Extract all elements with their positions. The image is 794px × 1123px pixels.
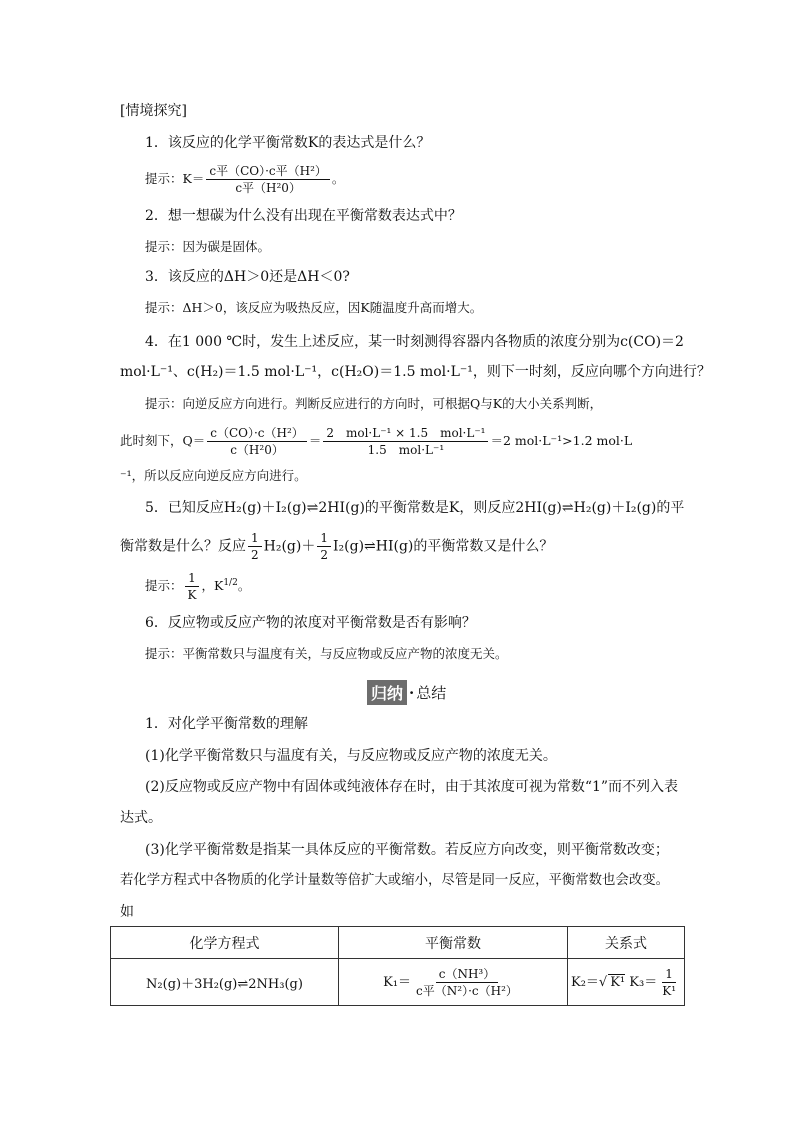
- hint-2: 提示：因为碳是固体。: [145, 239, 271, 254]
- question-3: 3．该反应的ΔH＞0还是ΔH＜0?: [145, 269, 350, 285]
- paragraph-3-line-3: 如: [120, 904, 134, 920]
- paragraph-2-line-2: 达式。: [120, 810, 162, 826]
- question-2: 2．想一想碳为什么没有出现在平衡常数表达式中？: [145, 208, 462, 224]
- hint-4-line-3: ⁻¹，所以反应向逆反应方向进行。: [120, 468, 307, 483]
- hint-1: 提示：K＝ $\frac{\text{c平（CO）·c平（H²）}}{\text{c平（H²0）}}$ 。: [145, 164, 345, 195]
- section-tag: [情境探究]: [120, 103, 187, 119]
- summary-badge: 归纳 · 总结: [367, 680, 446, 705]
- table-cell-constant: K₁＝ $\frac{\text{c（NH³）}}{\text{c平（N²）·c（H²）}}$: [339, 959, 568, 1006]
- question-1: 1．该反应的化学平衡常数K的表达式是什么？: [145, 135, 431, 151]
- paragraph-3-line-2: 若化学方程式中各物质的化学计量数等倍扩大或缩小，尽管是同一反应，平衡常数也会改变。: [120, 873, 670, 888]
- table-row: [111, 959, 685, 1006]
- section-1-heading: 1．对化学平衡常数的理解: [145, 716, 308, 732]
- question-5-line-1: 5．已知反应H₂(g)＋I₂(g)⇌2HI(g)的平衡常数是K，则反应2HI(g)⇌H₂(g)＋I₂(g)的平: [145, 500, 685, 516]
- table-header: 关系式: [568, 927, 685, 959]
- table-header: 平衡常数: [339, 927, 568, 959]
- table-header-row: [111, 927, 685, 959]
- summary-badge-box: 归纳: [367, 680, 407, 705]
- hint-4-line-2: 此时刻下，Q＝ $\frac{\text{c（CO）·c（H²）}}{\text{c（H²0）}}$ ＝ $\frac{\text{2 mol·L⁻¹ × 1.5 mol·L⁻¹}}{\text{1.5 mol·L⁻¹}}$ ＝2 mol·L⁻¹>1.2 mol·L: [120, 426, 633, 457]
- paragraph-3-line-1: (3)化学平衡常数是指某一具体反应的平衡常数。若反应方向改变，则平衡常数改变；: [145, 842, 669, 858]
- paragraph-1: (1)化学平衡常数只与温度有关，与反应物或反应产物的浓度无关。: [145, 748, 557, 764]
- table-cell-equation: N₂(g)＋3H₂(g)⇌2NH₃(g): [111, 959, 339, 1006]
- hint-6: 提示：平衡常数只与温度有关，与反应物或反应产物的浓度无关。: [145, 646, 508, 661]
- paragraph-2-line-1: (2)反应物或反应产物中有固体或纯液体存在时，由于其浓度可视为常数“1”而不列入表: [145, 779, 679, 795]
- hint-5: 提示： $\frac{1}{K}$ ，$K^{1/2}$。: [145, 571, 251, 602]
- sqrt-icon: √: [598, 974, 608, 990]
- question-6: 6．反应物或反应产物的浓度对平衡常数是否有影响？: [145, 615, 476, 631]
- summary-badge-text: 总结: [416, 684, 447, 702]
- equilibrium-table: [110, 926, 685, 1006]
- question-4-line-1: 4．在1 000 ℃时，发生上述反应，某一时刻测得容器内各物质的浓度分别为c(CO)＝2: [145, 334, 684, 350]
- table-cell-relation: K₂＝√ K¹ K₃＝ $\frac{1}{\text{K¹}}$: [568, 959, 685, 1006]
- table-header: 化学方程式: [111, 927, 339, 959]
- hint-4-line-1: 提示：向逆反应方向进行。判断反应进行的方向时，可根据Q与K的大小关系判断，: [145, 396, 603, 411]
- hint-3: 提示：ΔH＞0，该反应为吸热反应，因K随温度升高而增大。: [145, 300, 483, 315]
- question-5-line-2: 衡常数是什么？反应 $\frac{1}{2}$ H₂(g)＋ $\frac{1}{2}$ I₂(g)⇌HI(g)的平衡常数又是什么？: [120, 531, 554, 562]
- question-4-line-2: mol·L⁻¹、c(H₂)＝1.5 mol·L⁻¹，c(H₂O)＝1.5 mol·L⁻¹，则下一时刻，反应向哪个方向进行？: [120, 364, 711, 380]
